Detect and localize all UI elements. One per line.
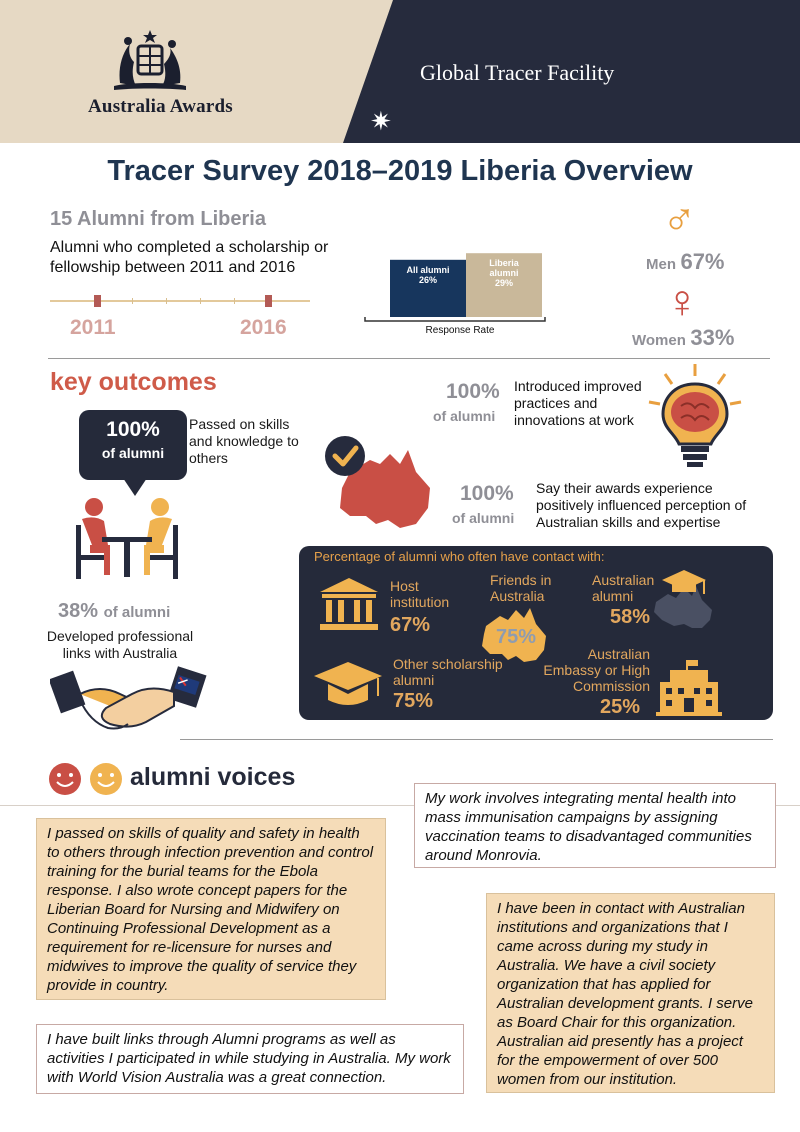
- timeline-end-year: 2016: [240, 316, 287, 339]
- timeline-tick: [132, 298, 133, 304]
- women-percent: 33%: [690, 325, 735, 350]
- alumni-description: Alumni who completed a scholarship or fellowship between 2011 and 2016: [50, 239, 329, 276]
- australian-alumni-percent: 58%: [610, 606, 651, 628]
- women-label: Women: [632, 332, 686, 349]
- quote-world-vision: I have built links through Alumni programs as well as activities I participated in while studying in Australia. My work with World Vision Australia was a great connection.: [36, 1024, 464, 1094]
- other-scholarship-percent: 75%: [393, 690, 434, 712]
- page-title: Tracer Survey 2018–2019 Liberia Overview: [107, 155, 693, 187]
- embassy-label: Australian Embassy or High Commission: [543, 646, 650, 694]
- perception-of-alumni: of alumni: [452, 510, 515, 526]
- timeline-start-marker: [94, 295, 101, 307]
- perception-text: Say their awards experience positively influenced perception of Australian skills and expertise: [536, 480, 747, 530]
- host-institution-label: Host institution: [390, 578, 450, 610]
- links-stat: [58, 600, 170, 623]
- speech-bubble-tail: [123, 478, 147, 496]
- female-icon: ♀: [665, 275, 700, 327]
- improved-of-alumni: of alumni: [433, 408, 496, 424]
- perception-percent: 100%: [460, 482, 514, 505]
- passed-on-of-alumni: of alumni: [101, 445, 165, 461]
- handshake-icon: [50, 664, 208, 740]
- timeline-tick: [166, 298, 167, 304]
- facility-name: Global Tracer Facility: [420, 60, 615, 85]
- timeline-end-marker: [265, 295, 272, 307]
- improved-percent: 100%: [446, 380, 500, 403]
- section-divider: [48, 358, 770, 359]
- chart-axis-bracket: [365, 317, 545, 321]
- links-text: Developed professional links with Australia: [46, 628, 194, 661]
- quote-civil-society: I have been in contact with Australian institutions and organizations that I came across during my study in Australia. We have a civil society organization that has applied for Australian development grants. I serve as Board Chair for this organization. Australian aid presently has a project for the empowerment of over 500 women from our institution.: [486, 893, 775, 1093]
- bar-label-liberia-alumni: [466, 258, 542, 288]
- women-stat: [632, 325, 734, 351]
- key-outcomes-title: key outcomes: [50, 368, 217, 396]
- host-institution-percent: 67%: [390, 614, 431, 636]
- improved-text: Introduced improved practices and innovations at work: [514, 378, 642, 428]
- other-scholarship-label: Other scholarship alumni: [393, 656, 503, 688]
- bar-label-all-name: All alumni: [406, 264, 450, 275]
- star-icon: ✷: [370, 106, 392, 136]
- men-percent: 67%: [680, 249, 725, 274]
- bar-label-liberia-value: 29%: [494, 278, 513, 289]
- friends-percent: 75%: [496, 626, 537, 648]
- passed-on-percent: 100%: [106, 418, 160, 441]
- timeline-start-year: 2011: [70, 316, 116, 339]
- smiley-faces-icon: [48, 762, 124, 798]
- embassy-building-icon: [656, 660, 722, 716]
- quote-mental-health: My work involves integrating mental health into mass immunisation campaigns by assigning vaccination teams to disadvantaged communities around Monrovia.: [414, 783, 776, 868]
- bar-label-all-alumni: [390, 265, 466, 285]
- timeline-tick: [234, 298, 235, 304]
- bar-label-all-value: 26%: [418, 274, 437, 285]
- male-icon: ♂: [662, 193, 697, 245]
- meeting-people-icon: [72, 495, 182, 583]
- links-of-alumni: of alumni: [103, 604, 171, 621]
- embassy-percent: 25%: [600, 696, 641, 718]
- coat-of-arms-logo: [100, 28, 200, 98]
- building-institution-icon: [318, 576, 380, 632]
- men-label: Men: [646, 256, 676, 273]
- brand-name: Australia Awards: [88, 96, 233, 117]
- alumni-voices-title: alumni voices: [130, 763, 296, 791]
- contact-panel-heading: Percentage of alumni who often have contact with:: [314, 549, 605, 564]
- graduation-cap-icon: [312, 660, 384, 712]
- links-percent: 38%: [58, 600, 99, 622]
- australia-map-check-icon: [320, 432, 450, 542]
- passed-on-text: Passed on skills and knowledge to others: [189, 416, 299, 466]
- timeline-tick: [200, 298, 201, 304]
- section-divider: [180, 739, 773, 740]
- friends-label: Friends in Australia: [490, 572, 552, 604]
- graduation-cap-map-icon: [648, 566, 718, 630]
- men-stat: [646, 249, 725, 275]
- chart-x-label: Response Rate: [425, 325, 495, 336]
- australian-alumni-label: Australian alumni: [592, 572, 655, 604]
- quote-ebola-training: I passed on skills of quality and safety in health to others through infection prevention and control training for the burial teams for the Ebola response. I also wrote concept papers for the Liberian Board for Nursing and Midwifery on Continuing Professional Development as a requirement for re-licensure for nurses and midwives to improve the quality of service they provide in country.: [36, 818, 386, 1000]
- alumni-count: 15 Alumni from Liberia: [50, 208, 266, 230]
- bar-label-liberia-name: Liberia alumni: [489, 258, 519, 279]
